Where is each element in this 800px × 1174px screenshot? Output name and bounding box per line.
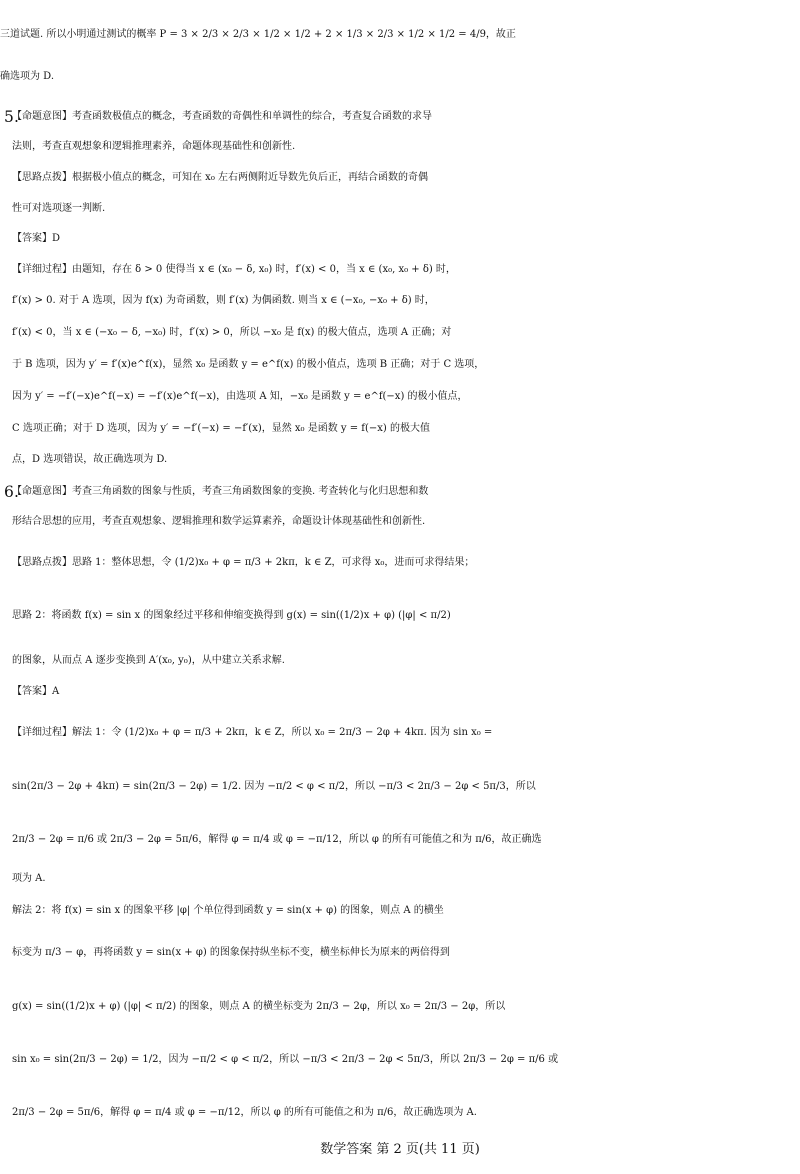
q5-intent-line-2: 法则，考查直观想象和逻辑推理素养，命题体现基础性和创新性. [12,141,296,152]
q5-detail-line-1: 【详细过程】由题知，存在 δ > 0 使得当 x ∈ (x₀ − δ, x₀) 时，f′(x) < 0，当 x ∈ (x₀, x₀ + δ) 时， [12,264,456,275]
q5-hint-line-1: 【思路点拨】根据极小值点的概念，可知在 x₀ 左右两侧附近导数先负后正，再结合函数的奇偶 [12,172,429,183]
q5-detail-line-7: 点，D 选项错误，故正确选项为 D. [12,454,168,465]
q6-method2-line-5: 2π/3 − 2φ = 5π/6，解得 φ = π/4 或 φ = −π/12，所以 φ 的所有可能值之和为 π/6，故正确选项为 A. [12,1107,477,1118]
q6-method2-line-2: 标变为 π/3 − φ，再将函数 y = sin(x + φ) 的图象保持纵坐标不变，横坐标伸长为原来的两倍得到 [12,947,450,958]
q5-detail-line-2: f′(x) > 0. 对于 A 选项，因为 f(x) 为奇函数，则 f′(x) 为偶函数. 则当 x ∈ (−x₀, −x₀ + δ) 时， [12,295,435,306]
q4-tail-line-1: 三道试题. 所以小明通过测试的概率 P = 3 × 2/3 × 2/3 × 1/2 × 1/2 + 2 × 1/3 × 2/3 × 1/2 × 1/2 = 4/9，故正 [0,29,516,40]
q4-tail-line-2: 确选项为 D. [0,71,55,82]
page-footer: 数学答案 第 2 页(共 11 页) [320,1142,480,1157]
q5-detail-line-4: 于 B 选项，因为 y′ = f′(x)e^f(x)，显然 x₀ 是函数 y = e^f(x) 的极小值点，选项 B 正确；对于 C 选项， [12,359,485,370]
q6-method1-line-1: 【详细过程】解法 1：令 (1/2)x₀ + φ = π/3 + 2kπ，k ∈ Z，所以 x₀ = 2π/3 − 2φ + 4kπ. 因为 sin x₀ = [12,727,493,738]
q6-method2-line-3: g(x) = sin((1/2)x + φ) (|φ| < π/2) 的图象，则点 A 的横坐标变为 2π/3 − 2φ，所以 x₀ = 2π/3 − 2φ，所以 [12,1001,506,1012]
q5-number: 5. [4,108,20,126]
q5-detail-line-5: 因为 y′ = −f′(−x)e^f(−x) = −f′(x)e^f(−x)，由选项 A 知，−x₀ 是函数 y = e^f(−x) 的极小值点， [12,391,468,402]
q6-method1-line-2: sin(2π/3 − 2φ + 4kπ) = sin(2π/3 − 2φ) = 1/2. 因为 −π/2 < φ < π/2，所以 −π/3 < 2π/3 − 2φ < 5π/3，所以 [12,781,536,792]
q6-method2-line-4: sin x₀ = sin(2π/3 − 2φ) = 1/2，因为 −π/2 < φ < π/2，所以 −π/3 < 2π/3 − 2φ < 5π/3，所以 2π/3 − 2φ = π/6 或 [12,1054,559,1065]
q6-intent-line-2: 形结合思想的应用，考查直观想象、逻辑推理和数学运算素养，命题设计体现基础性和创新性. [12,516,426,527]
q5-hint-line-2: 性可对选项逐一判断. [12,203,106,214]
q6-method1-line-3: 2π/3 − 2φ = π/6 或 2π/3 − 2φ = 5π/6，解得 φ = π/4 或 φ = −π/12，所以 φ 的所有可能值之和为 π/6，故正确选 [12,834,542,845]
q5-detail-line-3: f′(x) < 0，当 x ∈ (−x₀ − δ, −x₀) 时，f′(x) > 0，所以 −x₀ 是 f(x) 的极大值点，选项 A 正确；对 [12,327,452,338]
q6-method1-line-4: 项为 A. [12,873,46,884]
q6-answer: 【答案】A [12,686,60,697]
q6-hint-line-2: 思路 2：将函数 f(x) = sin x 的图象经过平移和伸缩变换得到 g(x) = sin((1/2)x + φ) (|φ| < π/2) [12,610,451,621]
q6-intent-line-1: 【命题意图】考查三角函数的图象与性质，考查三角函数图象的变换. 考查转化与化归思想和数 [12,486,429,497]
q5-intent-line-1: 【命题意图】考查函数极值点的概念，考查函数的奇偶性和单调性的综合，考查复合函数的求导 [12,111,432,122]
q6-hint-line-3: 的图象，从而点 A 逐步变换到 A′(x₀, y₀)，从中建立关系求解. [12,655,285,666]
q5-detail-line-6: C 选项正确；对于 D 选项，因为 y′ = −f′(−x) = −f′(x)，显然 x₀ 是函数 y = f(−x) 的极大值 [12,423,431,434]
q5-answer: 【答案】D [12,233,61,244]
q6-number: 6. [4,483,20,501]
q6-hint-line-1: 【思路点拨】思路 1：整体思想，令 (1/2)x₀ + φ = π/3 + 2kπ，k ∈ Z，可求得 x₀，进而可求得结果； [12,557,475,568]
q6-method2-line-1: 解法 2：将 f(x) = sin x 的图象平移 |φ| 个单位得到函数 y = sin(x + φ) 的图象，则点 A 的横坐 [12,905,444,916]
